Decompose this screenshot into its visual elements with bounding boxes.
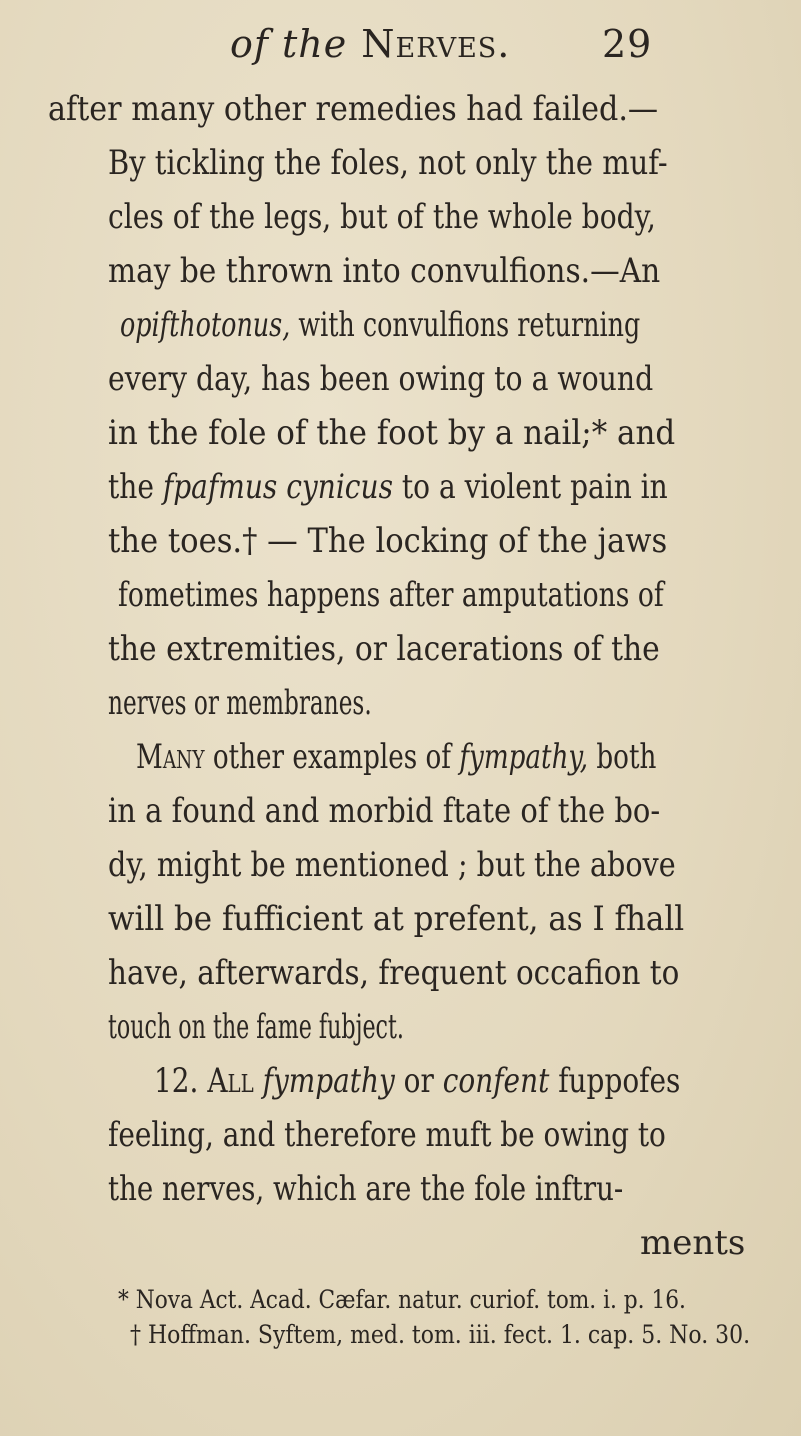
text-run: touch on the fame fubject.	[108, 1007, 404, 1047]
text-line	[118, 572, 664, 618]
text-line	[108, 194, 656, 240]
text-run: the	[108, 467, 163, 507]
text-run: will be fufficient at prefent, as I fhall	[108, 899, 685, 939]
text-run: the toes.† — The locking of the jaws	[108, 521, 668, 561]
text-run: both	[588, 737, 657, 777]
text-line	[108, 1004, 404, 1050]
text-line	[136, 734, 656, 780]
text-run: to a violent pain in	[392, 467, 668, 507]
text-run: Many	[136, 737, 205, 777]
text-line	[108, 1112, 666, 1158]
italic-phrase: opifthotonus,	[120, 305, 291, 345]
text-line	[154, 1058, 680, 1104]
text-line	[108, 680, 372, 726]
italic-phrase: fpafmus cynicus	[162, 467, 393, 507]
text-run: nerves or membranes.	[108, 683, 372, 723]
text-run: All	[207, 1061, 254, 1101]
text-run: with convulfions returning	[290, 305, 641, 345]
text-run: the nerves, which are the fole inftru-	[108, 1169, 624, 1209]
text-run: the extremities, or lacerations of the	[108, 629, 660, 669]
running-header	[230, 22, 653, 74]
text-line	[108, 140, 668, 186]
text-run: have, afterwards, frequent occafion to	[108, 953, 680, 993]
text-line	[108, 1166, 623, 1212]
text-line	[108, 896, 684, 942]
text-run: fometimes happens after amputations of	[118, 575, 664, 615]
text-run: after many other remedies had failed.—	[48, 89, 659, 129]
text-run: By tickling the foles, not only the muf-	[108, 143, 668, 183]
text-line	[108, 842, 676, 888]
running-title-caps: Nerves.	[361, 22, 511, 66]
text-line	[120, 302, 640, 348]
page-number: 29	[602, 22, 653, 66]
text-run: 12.	[154, 1061, 208, 1101]
text-line	[108, 950, 679, 996]
text-line	[108, 626, 660, 672]
text-run	[254, 1061, 263, 1101]
text-run: other examples of	[204, 737, 460, 777]
text-run: may be thrown into convulfions.—An	[108, 251, 661, 291]
text-run: or	[394, 1061, 443, 1101]
text-run: every day, has been owing to a wound	[108, 359, 654, 399]
italic-phrase: fympathy	[262, 1061, 395, 1101]
text-run: in a found and morbid ftate of the bo-	[108, 791, 661, 831]
text-line	[108, 464, 668, 510]
text-line	[108, 410, 675, 456]
text-run: dy, might be mentioned ; but the above	[108, 845, 676, 885]
text-run: fuppofes	[549, 1061, 681, 1101]
text-line	[108, 788, 660, 834]
text-line	[108, 518, 667, 564]
catchword: ments	[640, 1223, 746, 1263]
italic-phrase: confent	[442, 1061, 550, 1101]
text-line	[108, 248, 660, 294]
text-run: cles of the legs, but of the whole body,	[108, 197, 656, 237]
footnote: * Nova Act. Acad. Cæfar. natur. curiof. tom. i. p. 16.	[118, 1285, 686, 1314]
text-run: feeling, and therefore muft be owing to	[108, 1115, 666, 1155]
footnote: † Hoffman. Syftem, med. tom. iii. fect. 1. cap. 5. No. 30.	[130, 1320, 751, 1349]
text-line	[108, 356, 653, 402]
text-line	[48, 86, 658, 132]
running-title-italic: of the	[230, 22, 348, 66]
text-run: in the fole of the foot by a nail;* and	[108, 413, 676, 453]
italic-phrase: fympathy,	[459, 737, 589, 777]
